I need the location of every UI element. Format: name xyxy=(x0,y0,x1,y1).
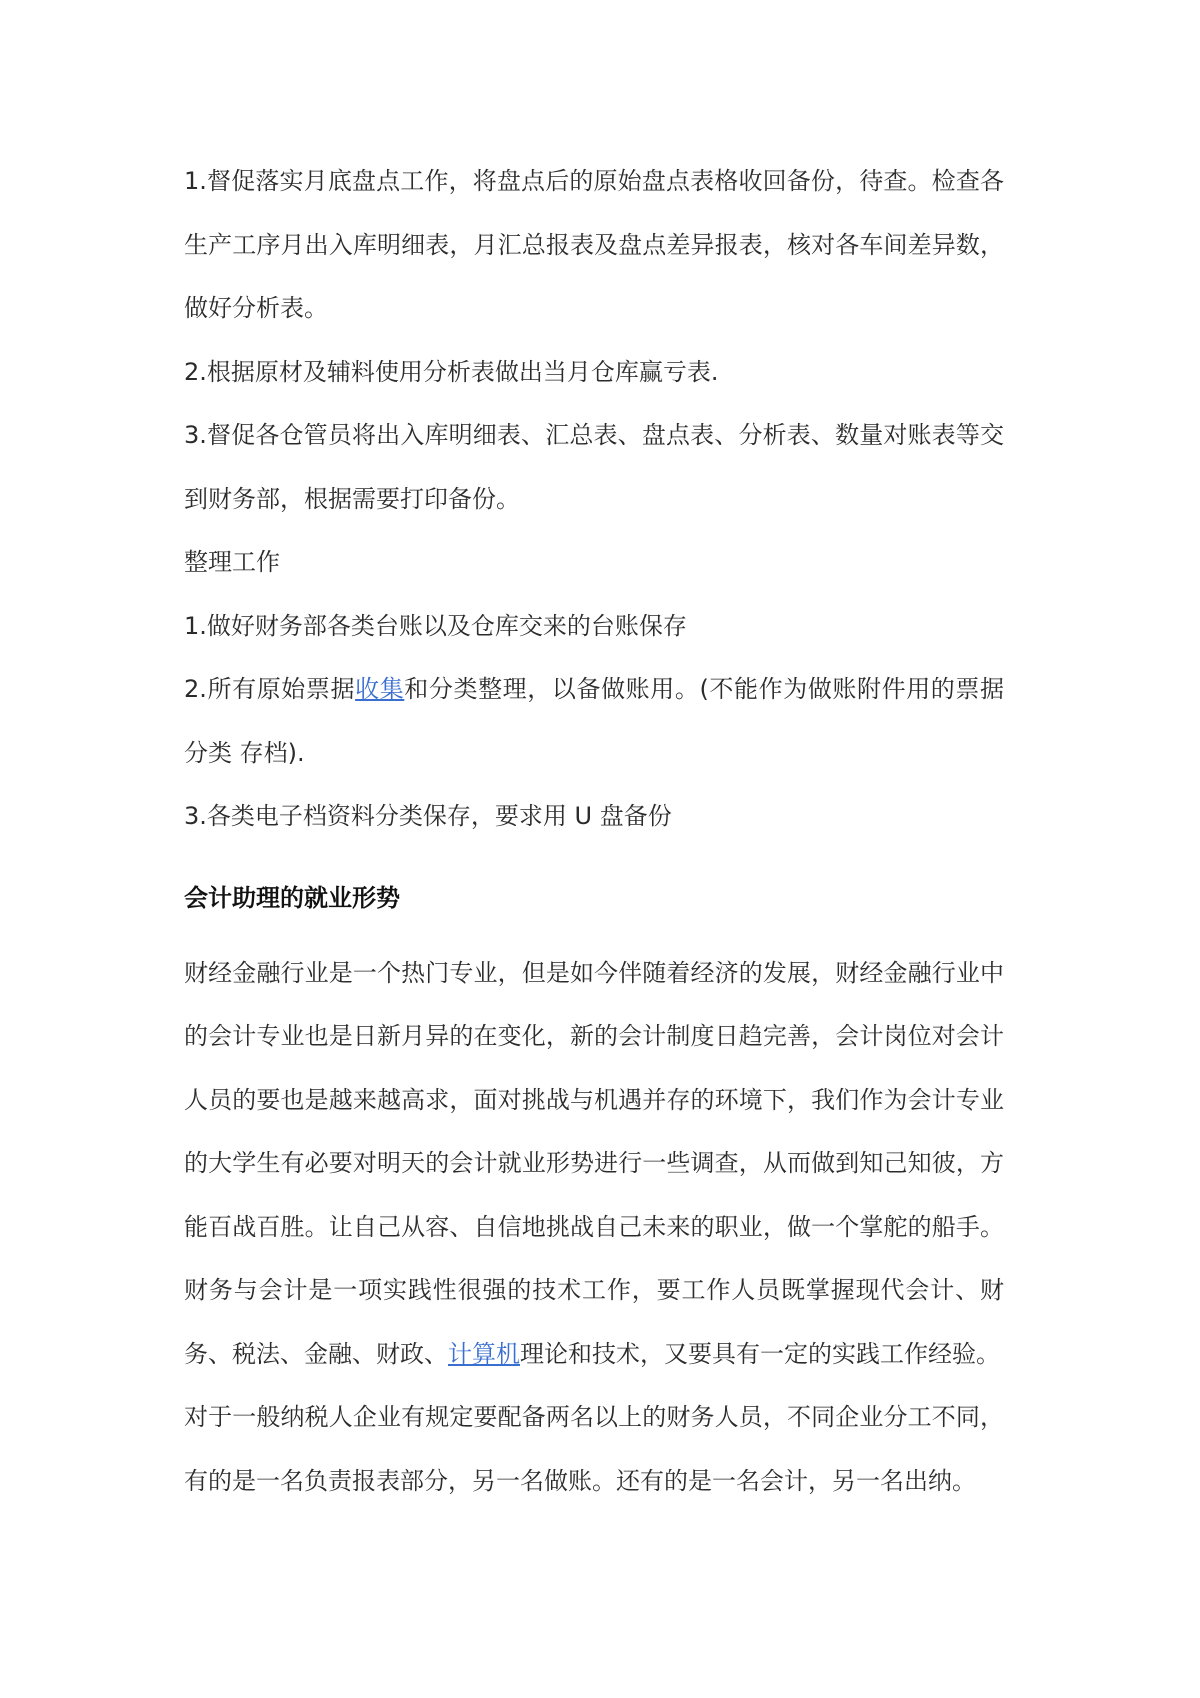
document-page xyxy=(184,150,1004,1513)
item-warehouse-pl: 2.根据原材及辅料使用分析表做出当月仓库赢亏表. xyxy=(184,357,719,386)
collect-link[interactable]: 收集 xyxy=(355,675,405,703)
item-electronic-archive: 3.各类电子档资料分类保存，要求用 U 盘备份 xyxy=(184,802,672,830)
employment-paragraph-text-1: 财经金融行业是一个热门专业，但是如今伴随着经济的发展，财经金融行业中的会计专业也是日新月异的在变化，新的会计制度日趋完善，会计岗位对会计人员的要也是越来越高求，面对挑战与机遇并存的环境下，我们作为会计专业的大学生有必要对明天的会计就业形势进行一些调查，从而做到知己知彼，方能百战百胜。让自己从容、自信地挑战自己未来的职业，做一个掌舵的船手。财务与会计是一项实践性很强的技术工作，要工作人员既掌握现代会计、财务、税法、金融、财政、 xyxy=(184,958,1004,1368)
subheading-organize-work: 整理工作 xyxy=(184,548,280,576)
item-original-receipts xyxy=(184,658,1004,785)
employment-paragraph xyxy=(184,942,1004,1387)
item-original-receipts-text-1: 2.所有原始票据 xyxy=(184,675,356,703)
item-original-receipts-text-2: 和分类整理，以备做账用。(不能作为做账附件用的票据分类 存档). xyxy=(184,675,1004,767)
section-heading: 会计助理的就业形势 xyxy=(184,883,400,912)
employment-paragraph-text-2: 理论和技术，又要具有一定的实践工作经验。 xyxy=(520,1339,1000,1368)
item-submit-reports: 3.督促各仓管员将出入库明细表、汇总表、盘点表、分析表、数量对账表等交到财务部，根据需要打印备份。 xyxy=(184,421,1004,513)
computer-link[interactable]: 计算机 xyxy=(448,1339,520,1368)
item-inventory-check: 1.督促落实月底盘点工作，将盘点后的原始盘点表格收回备份，待查。检查各生产工序月出入库明细表，月汇总报表及盘点差异报表，核对各车间差异数，做好分析表。 xyxy=(184,167,1004,322)
staffing-paragraph: 对于一般纳税人企业有规定要配备两名以上的财务人员，不同企业分工不同，有的是一名负责报表部分，另一名做账。还有的是一名会计，另一名出纳。 xyxy=(184,1403,1004,1495)
item-ledger-storage: 1.做好财务部各类台账以及仓库交来的台账保存 xyxy=(184,611,687,640)
